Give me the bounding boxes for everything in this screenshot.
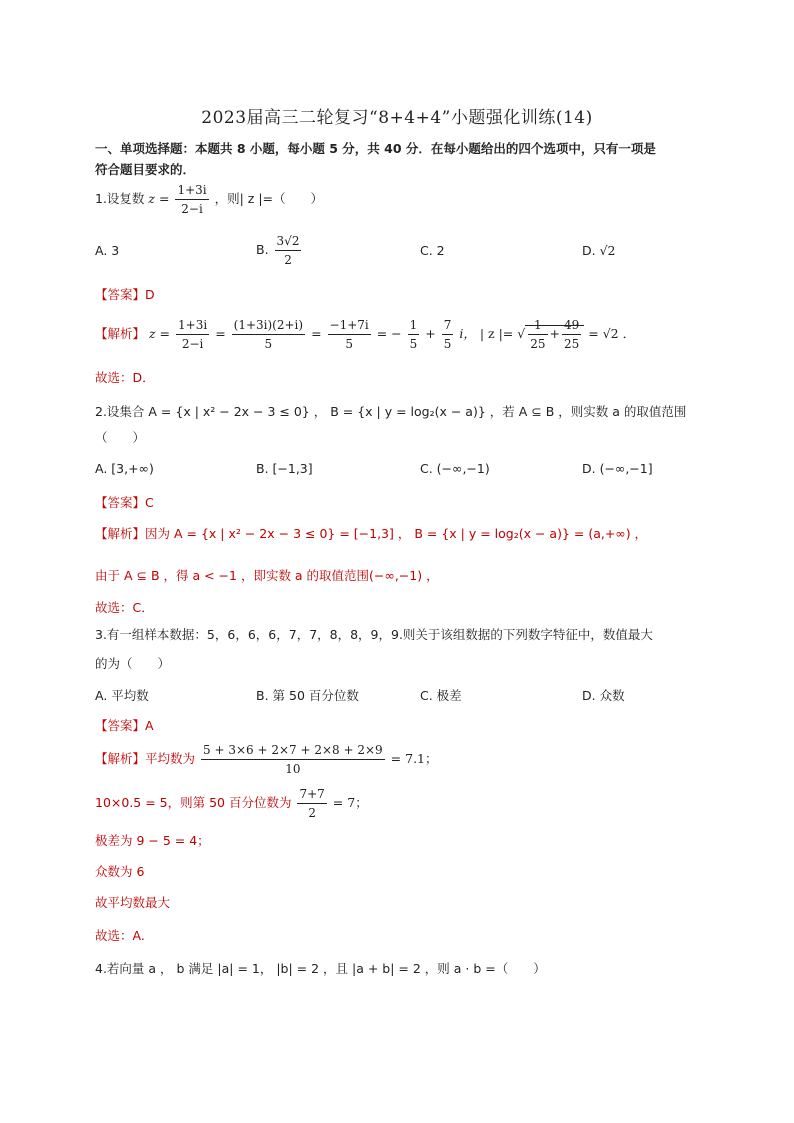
q2-option-a: A. [3,+∞)	[95, 461, 154, 476]
q1-option-a: A. 3	[95, 243, 120, 258]
q2-option-c: C. (−∞,−1)	[420, 461, 490, 476]
q2-solution: 【解析】因为 A = {x | x² − 2x − 3 ≤ 0} = [−1,3] ， B = {x | y = log₂(x − a)} = (a,+∞) ，	[95, 526, 648, 541]
q1-option-c: C. 2	[420, 243, 445, 258]
q1-prefix: 1.设复数	[95, 191, 145, 206]
q3-solution-4: 众数为 6	[95, 864, 145, 879]
q3-stem-cont: 的为（ ）	[95, 656, 171, 671]
q2-option-b: B. [−1,3]	[256, 461, 313, 476]
q1-option-d: D. √2	[582, 243, 616, 258]
q2-option-d: D. (−∞,−1]	[582, 461, 653, 476]
q2-conclusion: 故选：C．	[95, 600, 154, 615]
q3-solution-2: 10×0.5 = 5，则第 50 百分位数为 $\frac{7+7}{2}$ = 7；	[95, 787, 368, 820]
q1-answer: 【答案】D	[95, 287, 155, 302]
q3-solution-3: 极差为 9 − 5 = 4；	[95, 833, 210, 848]
q1-z: z =	[148, 191, 170, 206]
q3-option-c: C. 极差	[420, 688, 462, 703]
q1-stem	[95, 181, 323, 218]
q3-option-d: D. 众数	[582, 688, 625, 703]
q4-stem: 4.若向量 a ， b 满足 |a| = 1， |b| = 2 ，且 |a + b| = 2 ，则 a · b =（ ）	[95, 961, 546, 976]
q1-fraction: $\frac{1+3i}{2-i}$	[177, 183, 207, 216]
q1-solution: 【解析】 z = $\frac{1+3i}{2-i}$ = $\frac{(1+3i)(2+i)}{5}$ = $\frac{-1+7i}{5}$ = − $\frac{1}{5}$ + $\frac{7}{5}$ i， | z |= √ $\frac{1}{25}$ + $\frac{49}{25}$ = √2 ．	[95, 318, 636, 351]
q1-suffix: ，则| z |=（ ）	[214, 191, 324, 206]
q3-option-b: B. 第 50 百分位数	[256, 688, 359, 703]
q2-answer: 【答案】C	[95, 495, 154, 510]
q3-solution-5: 故平均数最大	[95, 895, 171, 910]
q2-stem: 2.设集合 A = {x | x² − 2x − 3 ≤ 0} ， B = {x | y = log₂(x − a)} ，若 A ⊆ B ，则实数 a 的取值范围	[95, 404, 687, 419]
q1-option-b: B. $\frac{3√2}{2}$	[256, 234, 300, 267]
section-heading: 一、单项选择题：本题共 8 小题，每小题 5 分，共 40 分．在每小题给出的四个选项中，只有一项是	[95, 141, 656, 156]
q3-solution: 【解析】平均数为 $\frac{5 + 3\times 6 + 2\times 7 + 2\times 8 + 2\times 9}{10}$ = 7.1；	[95, 743, 438, 776]
q1-conclusion: 故选：D．	[95, 370, 155, 385]
page-title: 2023届高三二轮复习“8+4+4”小题强化训练(14)	[201, 108, 593, 128]
q3-stem: 3.有一组样本数据：5，6，6，6，7，7，8，8，9，9.则关于该组数据的下列数字特征中，数值最大	[95, 627, 653, 642]
q3-option-a: A. 平均数	[95, 688, 149, 703]
q3-conclusion: 故选：A.	[95, 928, 145, 943]
q2-stem-cont: （ ）	[95, 430, 146, 445]
q2-solution-cont: 由于 A ⊆ B ，得 a < −1 ，即实数 a 的取值范围(−∞,−1) ，	[95, 568, 439, 583]
section-heading-cont: 符合题目要求的．	[95, 162, 196, 177]
q3-answer: 【答案】A	[95, 718, 154, 733]
